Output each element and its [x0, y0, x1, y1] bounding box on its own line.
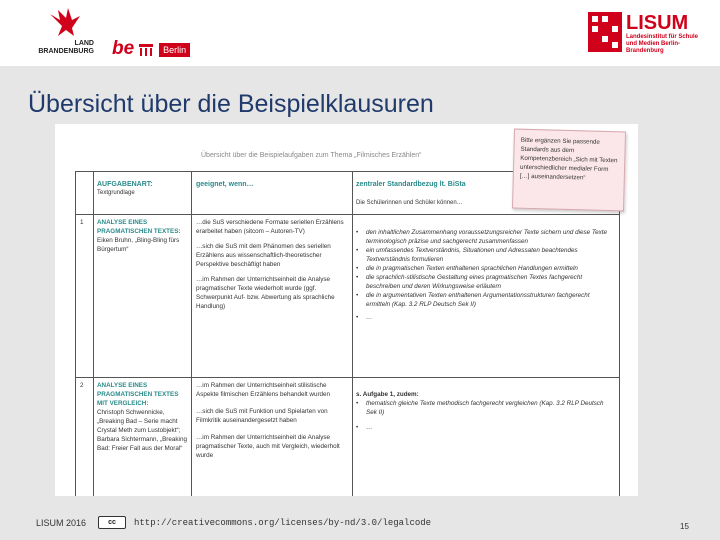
- row2-type: ANALYSE EINES PRAGMATISCHEN TEXTES MIT VERGLEICH:: [97, 382, 179, 407]
- lisum-logo: [588, 12, 698, 58]
- row1-type-cell: [97, 218, 189, 254]
- eagle-icon: [48, 6, 82, 40]
- berlin-logo: [112, 38, 190, 60]
- row2-standard-item: • …: [356, 423, 614, 432]
- be-mark: be: [112, 38, 135, 59]
- row1-standard-item: • …: [356, 313, 614, 322]
- row2-when-item: …im Rahmen der Unterrichtseinheit die Analyse pragmatischer Texte, auch mit Vergleich, wiederholt wurde: [196, 434, 340, 459]
- header-standards-title: zentraler Standardbezug lt. BiSta: [356, 181, 466, 188]
- row2-when-cell: [196, 381, 348, 460]
- document-heading: Übersicht über die Beispielaufgaben zum Thema „Filmisches Erzählen“: [201, 152, 422, 159]
- header-band: [0, 0, 720, 66]
- row-number: 1: [80, 219, 84, 226]
- column-divider: [191, 172, 192, 496]
- column-divider: [352, 172, 353, 496]
- row1-when-item: …sich die SuS mit dem Phänomen des seriellen Erzählens aus wissenschaftlich-theoretischer Perspektive beschäftigt haben: [196, 243, 331, 268]
- page-number: 15: [680, 522, 689, 531]
- row-divider: [76, 377, 619, 378]
- row1-when-cell: [196, 218, 348, 311]
- cc-license-icon[interactable]: cc: [98, 516, 126, 529]
- header-cell-standards: [356, 180, 526, 208]
- brandenburg-gate-icon: [139, 44, 153, 56]
- header-standards-sub: Die Schülerinnen und Schüler können…: [356, 200, 463, 206]
- header-cell-when: [196, 180, 346, 189]
- row2-when-item: …sich die SuS mit Funktion und Spielarten von Filmkritik auseinandergesetzt haben: [196, 408, 328, 424]
- header-divider: [76, 214, 619, 215]
- brandenburg-logo-text: LAND BRANDENBURG: [38, 40, 94, 55]
- footer-org: LISUM 2016: [36, 518, 87, 528]
- row1-type: ANALYSE EINES PRAGMATISCHEN TEXTES:: [97, 219, 181, 235]
- row2-type-cell: [97, 381, 189, 453]
- row1-when-item: …die SuS verschiedene Formate seriellen Erzählens erarbeitet haben (sitcom – Autoren-TV): [196, 219, 344, 235]
- overview-table: [75, 171, 620, 496]
- row1-standard-item: • die in pragmatischen Texten enthaltenen sprachlichen Handlungen ermitteln: [356, 264, 614, 273]
- lisum-grid-icon: [588, 12, 622, 52]
- row2-when-item: …im Rahmen der Unterrichtseinheit stilistische Aspekte filmischen Erzählens behandelt wurden: [196, 382, 331, 398]
- column-divider: [93, 172, 94, 496]
- row2-source: Christoph Schwennicke, „Breaking Bad – Serie macht Crystal Meth zum Lustobjekt“; Barbara Sichtermann, „Breaking Bad: Freier Fall aus der Moral“: [97, 409, 187, 452]
- row1-standard-item: • die sprachlich-stilistische Gestaltung eines pragmatischen Textes fachgerecht beschreiben und deren Wirkungsweise erläutern: [356, 273, 614, 291]
- license-link[interactable]: http://creativecommons.org/licenses/by-nd/3.0/legalcode: [134, 518, 432, 528]
- header-cell-type: [97, 180, 187, 198]
- slide-title: Übersicht über die Beispielklausuren: [28, 90, 434, 118]
- document-scan: [55, 124, 638, 496]
- lisum-wordmark: LISUM: [626, 12, 689, 34]
- row1-standard-item: • ein umfassendes Textverständnis, Situationen und Adressaten beachtendes Textverständnis formulieren: [356, 246, 614, 264]
- row1-source: Eiken Bruhn, „Bling-Bling fürs Bürgertum“: [97, 237, 180, 253]
- header-type-sub: Textgrundlage: [97, 190, 135, 196]
- row1-standard-item: • den inhaltlichen Zusammenhang voraussetzungsreicher Texte sichern und diese Texte terminologisch präzise und sachgerecht zusammenfassen: [356, 228, 614, 246]
- header-when-title: geeignet, wenn…: [196, 181, 254, 188]
- row2-standards-intro: s. Aufgabe 1, zudem:: [356, 391, 419, 398]
- row2-standards-cell: [356, 390, 614, 432]
- header-type-title: AUFGABENART:: [97, 181, 153, 188]
- row1-standards-cell: [356, 228, 614, 322]
- sticky-note: [512, 129, 626, 212]
- row1-when-item: …im Rahmen der Unterrichtseinheit die Analyse pragmatischer Texte wiederholt wurde (ggf. Schwerpunkt Auf- bzw. Abwertung als sprachliche Handlung): [196, 276, 335, 310]
- sticky-note-text: Bitte ergänzen Sie passende Standards aus dem Kompetenzbereich „Sich mit Texten unterschiedlicher medialer Form […] auseinandersetzen“: [519, 136, 618, 182]
- lisum-subtitle: Landesinstitut für Schule und Medien Berlin-Brandenburg: [626, 34, 699, 54]
- row-number: 2: [80, 382, 84, 389]
- footer: [0, 508, 720, 538]
- berlin-badge: Berlin: [159, 43, 190, 57]
- row2-standard-item: • thematisch gleiche Texte methodisch fachgerecht vergleichen (Kap. 3.2 RLP Deutsch Sek II): [356, 399, 614, 417]
- brandenburg-logo: [30, 6, 100, 62]
- row1-standard-item: • die in argumentativen Texten enthaltenen Argumentationsstrukturen fachgerecht ermitteln (Kap. 3.2 RLP Deutsch Sek II): [356, 291, 614, 309]
